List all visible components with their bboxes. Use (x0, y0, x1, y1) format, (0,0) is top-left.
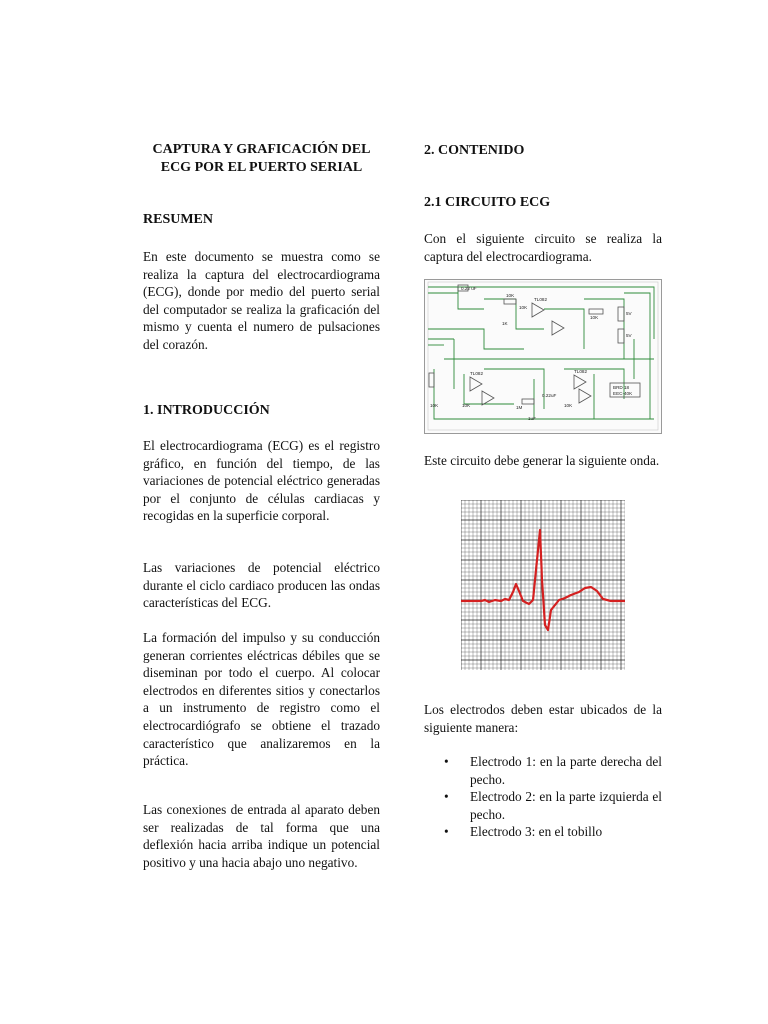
circuit-label: 10K (462, 403, 471, 408)
circuit-label: 1uF (528, 416, 536, 421)
circuito-paragraph: Con el siguiente circuito se realiza la captura del electrocardiograma. (424, 231, 662, 264)
bullet-icon: • (444, 754, 449, 769)
list-item: • Electrodo 1: en la parte derecha del pecho. (444, 754, 662, 787)
list-item: • Electrodo 2: en la parte izquierda el pecho. (444, 789, 662, 822)
circuit-label: TL082 (470, 371, 484, 376)
intro-paragraph-2: Las variaciones de potencial eléctrico durante el ciclo cardiaco producen las ondas características del ECG. (143, 560, 380, 611)
list-item: • Electrodo 3: en el tobillo (444, 824, 603, 840)
resumen-paragraph: En este documento se muestra como se realiza la captura del electrocardiograma (ECG), donde por medio del puerto serial del computador se realiza la graficación del mismo y cuenta el numero de pulsaciones del corazón. (143, 249, 380, 352)
ecg-circuit-schematic (424, 279, 662, 434)
circuit-label: 10K (590, 315, 599, 320)
circuit-label: 1M (516, 405, 523, 410)
circuit-label: TL082 (534, 297, 548, 302)
circuit-label: 10K (519, 305, 528, 310)
bullet-icon: • (444, 789, 449, 805)
circuit-label: 1K (502, 321, 508, 326)
circuit-label: 5V (626, 311, 632, 316)
circuit-label: 10K (506, 293, 515, 298)
bullet-icon: • (444, 824, 449, 840)
resumen-heading: RESUMEN (143, 212, 214, 227)
introduccion-heading: 1. INTRODUCCIÓN (143, 403, 270, 418)
electrodes-list (444, 753, 662, 841)
circuito-heading: 2.1 CIRCUITO ECG (424, 195, 551, 210)
circuit-label: 5V (626, 333, 632, 338)
circuit-label: TL082 (574, 369, 588, 374)
intro-paragraph-4: Las conexiones de entrada al aparato deben ser realizadas de tal forma que una deflexión hacia arriba indique un potencial positivo y una hacia abajo uno negativo. (143, 802, 380, 870)
circuit-label: 10K (564, 403, 573, 408)
intro-paragraph-3: La formación del impulso y su conducción generan corrientes eléctricas débiles que se diseminan por todo el cuerpo. Al colocar electrodos en diferentes sitios y conectarlos a un instrumento de registro como el electrocardiógrafo se obtiene el trazado característico que analizaremos en la práctica. (143, 630, 380, 769)
circuit-label: 0.22 uF (461, 286, 477, 291)
document-title: CAPTURA Y GRAFICACIÓN DEL ECG POR EL PUERTO SERIAL (152, 142, 371, 175)
contenido-heading: 2. CONTENIDO (424, 143, 525, 158)
circuit-label: 0.22uF (542, 393, 557, 398)
circuit-label: 10K (430, 403, 439, 408)
circuit-label: EEC-40K (613, 391, 633, 396)
intro-paragraph-1: El electrocardiograma (ECG) es el registro gráfico, en función del tiempo, de las variaciones de potencial eléctrico generadas por el conjunto de células cardiacas y recogidas en la superficie corporal. (143, 438, 380, 524)
circuit-label: BRD 18 (613, 385, 630, 390)
onda-paragraph: Este circuito debe generar la siguiente onda. (424, 453, 660, 468)
electrodos-paragraph: Los electrodos deben estar ubicados de la siguiente manera: (424, 702, 662, 735)
ecg-waveform-image (461, 500, 625, 670)
